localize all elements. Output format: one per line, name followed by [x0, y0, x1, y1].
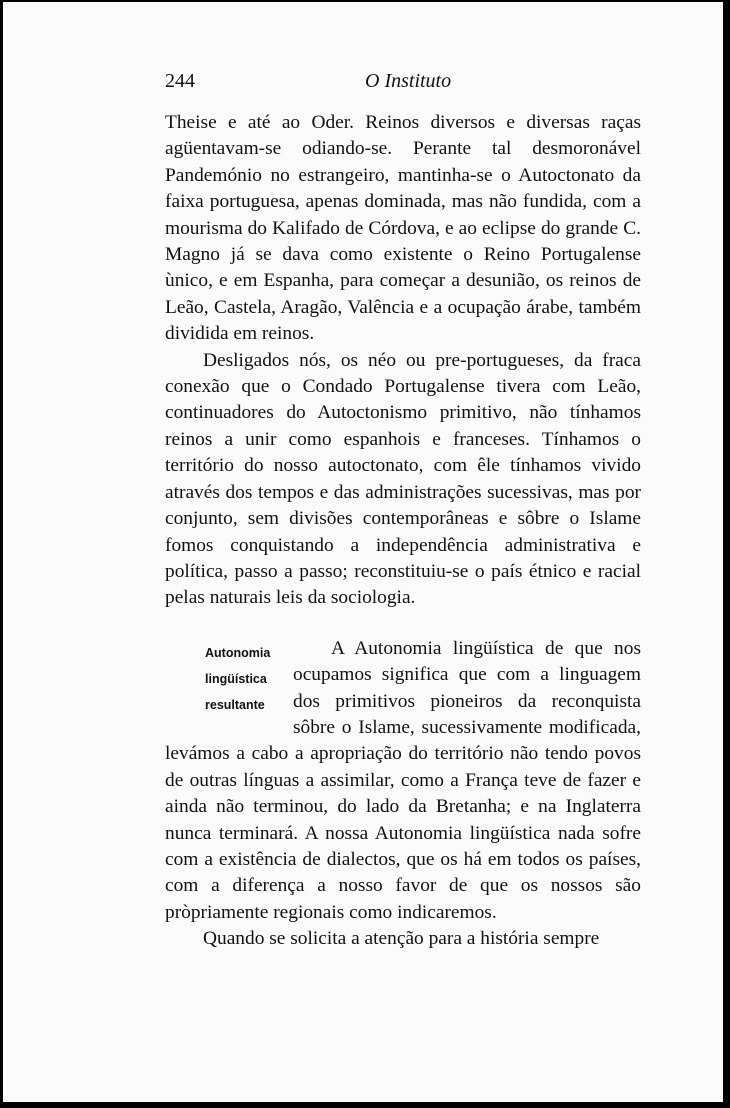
running-title: O Instituto [365, 70, 452, 92]
margin-note-line: resultante [205, 697, 265, 712]
margin-note-line: lingüística [205, 671, 267, 686]
book-page [3, 2, 723, 1102]
margin-note [165, 640, 285, 718]
paragraph-autonomia: A Autonomia lingüística de que nos ocupamos significa que com a linguagem dos primitivos pioneiros da reconquista sôbre o Islame, sucessivamente modificada, levámos a cabo a apropriação do território não tendo povos de outras línguas a assimilar, como a França teve de fazer e ainda não terminou, do lado da Bretanha; e na Inglaterra nunca terminará. A nossa Autonomia lingüística nada sofre com a existência de dialectos, que os há em todos os países, com a diferença a nosso favor de que os nossos são pròpriamente regionais como indicaremos. [165, 637, 641, 923]
margin-note-line: Autonomia [205, 645, 271, 660]
paragraph-desligados: Desligados nós, os néo ou pre-portugueses, da fraca conexão que o Condado Portugalense tivera com Leão, continuadores do Autoctonismo primitivo, não tínhamos reinos a unir como espanhois e franceses. Tínhamos o território do nosso autoctonato, com êle tínhamos vivido através dos tempos e das administrações sucessivas, mas por conjunto, sem divisões contemporâneas e sôbre o Islame fomos conquistando a independência administrativa e política, passo a passo; reconstituiu-se o país étnico e racial pelas naturais leis da sociologia. [165, 349, 641, 609]
section-autonomia [165, 636, 641, 926]
paragraph-continuation: Theise e até ao Oder. Reinos diversos e diversas raças agüentavam-se odiando-se. Perante tal desmoronável Pandemónio no estrangeiro, mantinha-se o Autoctonato da faixa portuguesa, apenas dominada, mas não fundida, com a mourisma do Kalifado de Córdova, e ao eclipse do grande C. Magno já se dava como existente o Reino Portugalense ùnico, e em Espanha, para começar a desunião, os reinos de Leão, Castela, Aragão, Valência e a ocupação árabe, também dividida em reinos. [165, 112, 641, 345]
page-number: 244 [165, 70, 195, 92]
paragraph-quando: Quando se solicita a atenção para a história sempre [203, 928, 600, 950]
body-text [165, 110, 641, 953]
page-header [3, 70, 723, 100]
